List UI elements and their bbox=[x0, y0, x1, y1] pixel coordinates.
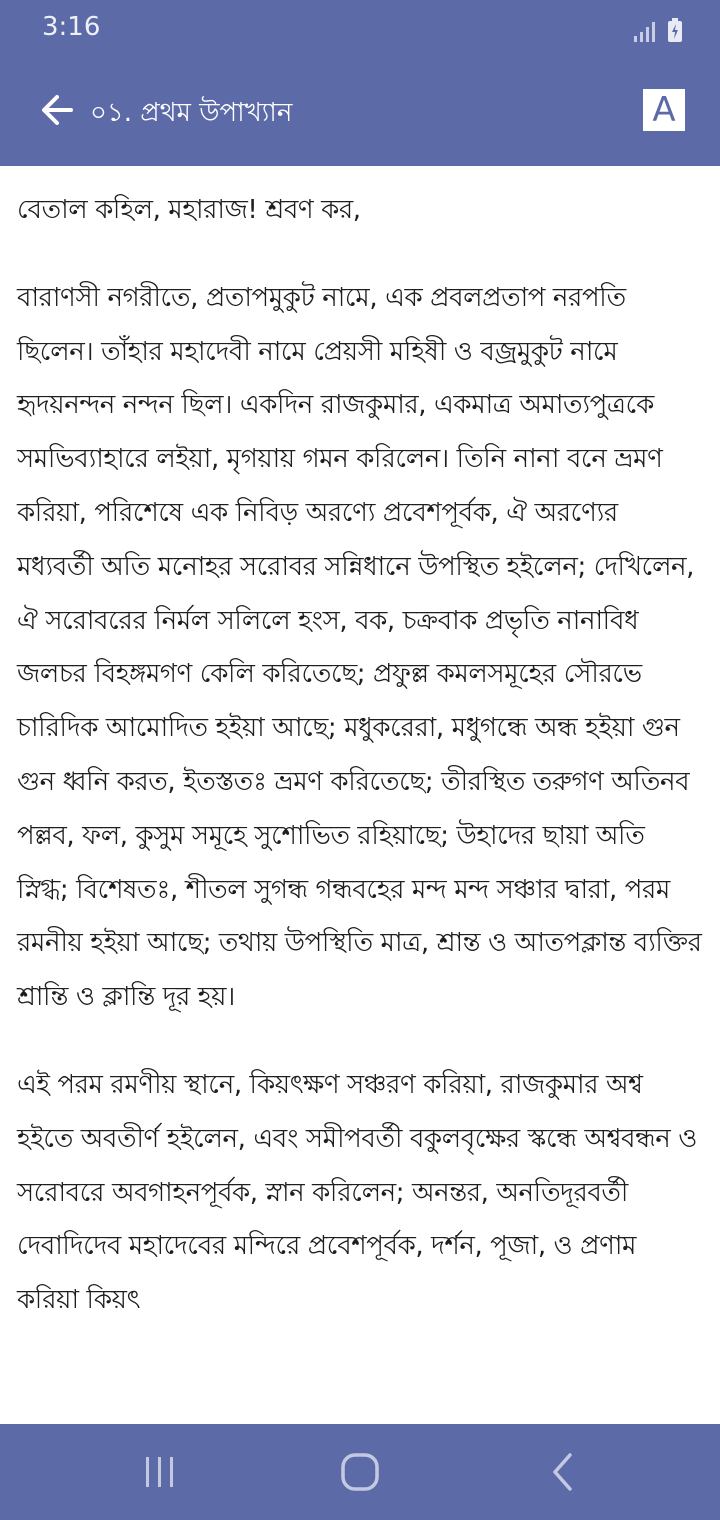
story-paragraph: এই পরম রমণীয় স্থানে, কিয়ৎক্ষণ সঞ্চরণ করিয়া, রাজকুমার অশ্ব হইতে অবতীর্ণ হইলেন, এবং সমীপবর্তী বকুলবৃক্ষের স্কন্ধে অশ্ববন্ধন ও সরোবরে অবগাহনপূর্বক, স্নান করিলেন; অনন্তর, অনতিদূরবর্তী দেবাদিদেব মহাদেবের মন্দিরে প্রবেশপূর্বক, দর্শন, পূজা, ও প্রণাম করিয়া কিয়ৎ bbox=[17, 1069, 698, 1316]
back-button[interactable] bbox=[28, 81, 86, 139]
status-time: 3:16 bbox=[42, 12, 101, 42]
status-icons bbox=[634, 16, 682, 42]
recent-apps-button[interactable] bbox=[132, 1444, 188, 1500]
signal-icon bbox=[634, 22, 656, 42]
status-bar bbox=[0, 0, 720, 56]
page-title: ০১. প্রথম উপাখ্যান bbox=[90, 98, 293, 128]
story-paragraph: বেতাল কহিল, মহারাজ! শ্রবণ কর, bbox=[17, 195, 361, 225]
story-paragraph: বারাণসী নগরীতে, প্রতাপমুকুট নামে, এক প্রবলপ্রতাপ নরপতি ছিলেন। তাঁহার মহাদেবী নামে প্রেয়সী মহিষী ও বজ্রমুকুট নামে হৃদয়নন্দন নন্দন ছিল। একদিন রাজকুমার, একমাত্র অমাত্যপুত্রকে সমভিব্যাহারে লইয়া, মৃগয়ায় গমন করিলেন। তিনি নানা বনে ভ্রমণ করিয়া, পরিশেষে এক নিবিড় অরণ্যে প্রবেশপূর্বক, ঐ অরণ্যের মধ্যবর্তী অতি মনোহর সরোবর সন্নিধানে উপস্থিত হইলেন; দেখিলেন, ঐ সরোবরের নির্মল সলিলে হংস, বক, চক্রবাক প্রভৃতি নানাবিধ জলচর বিহঙ্গমগণ কেলি করিতেছে; প্রফুল্ল কমলসমূহের সৌরভে চারিদিক আমোদিত হইয়া আছে; মধুকরেরা, মধুগন্ধে অন্ধ হইয়া গুন গুন ধ্বনি করত, ইতস্ততঃ ভ্রমণ করিতেছে; তীরস্থিত তরুগণ অতিনব পল্লব, ফল, কুসুম সমূহে সুশোভিত রহিয়াছে; উহাদের ছায়া অতি স্নিগ্ধ; বিশেষতঃ, শীতল সুগন্ধ গন্ধবহের মন্দ মন্দ সঞ্চার দ্বারা, পরম রমনীয় হইয়া আছে; তথায় উপস্থিতি মাত্র, শ্রান্ত ও আতপক্লান্ত ব্যক্তির শ্রান্তি ও ক্লান্তি দূর হয়। bbox=[17, 282, 702, 1013]
home-icon bbox=[340, 1452, 380, 1492]
arrow-left-icon bbox=[37, 90, 77, 130]
back-icon bbox=[545, 1452, 581, 1492]
navigation-bar bbox=[0, 1424, 720, 1520]
font-size-button-label: A bbox=[652, 90, 676, 130]
font-size-button[interactable] bbox=[643, 89, 685, 131]
nav-back-button[interactable] bbox=[535, 1444, 591, 1500]
app-bar bbox=[0, 56, 720, 166]
recent-apps-icon bbox=[142, 1454, 178, 1490]
story-content[interactable] bbox=[0, 166, 720, 1408]
home-button[interactable] bbox=[332, 1444, 388, 1500]
battery-charging-icon bbox=[668, 18, 682, 42]
